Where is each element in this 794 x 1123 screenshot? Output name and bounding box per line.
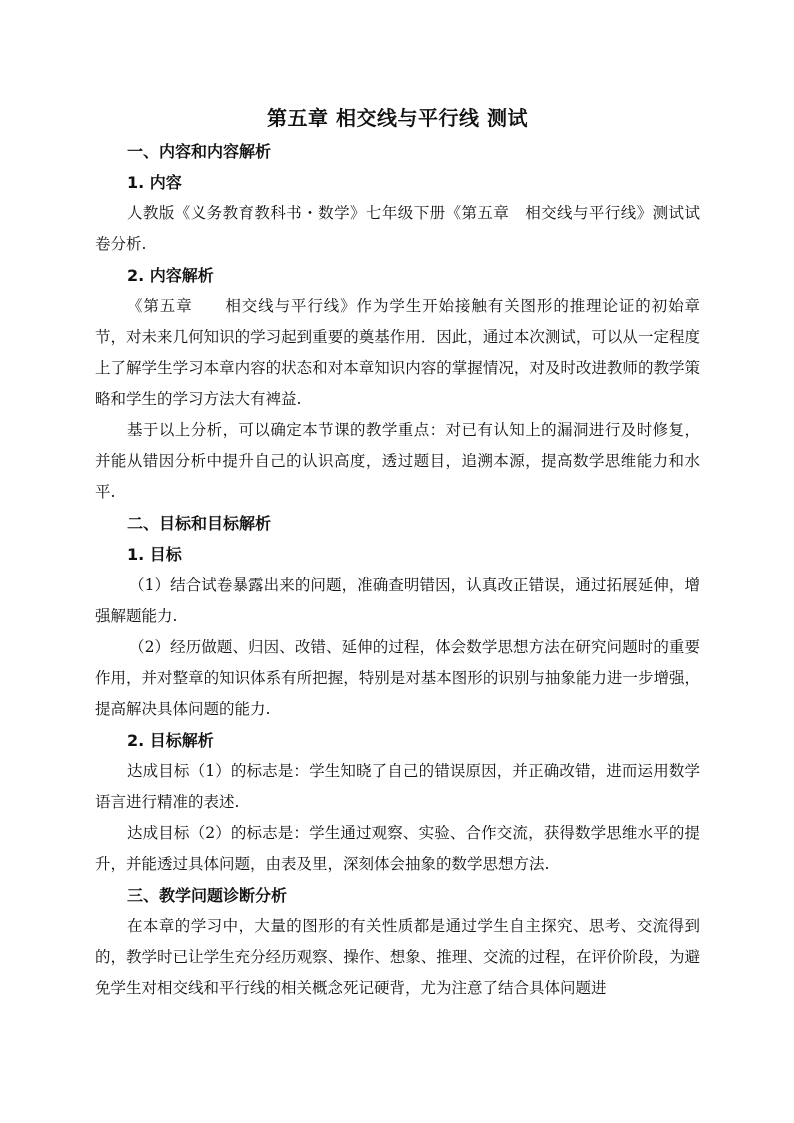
paragraph-goal-analysis-1: 达成目标（1）的标志是：学生知晓了自己的错误原因，并正确改错，进而运用数学语言进行精准的表述. [95, 762, 700, 811]
document-title: 第五章 相交线与平行线 测试 [267, 106, 528, 130]
subheading-content: 1. 内容 [127, 173, 182, 192]
paragraph-diagnosis: 在本章的学习中，大量的图形的有关性质都是通过学生自主探究、思考、交流得到的，教学时已让学生充分经历观察、操作、想象、推理、交流的过程，在评价阶段，为避免学生对相交线和平行线的相关概念死记硬背，尤为注意了结合具体问题进 [95, 917, 700, 997]
subheading-goal-analysis: 2. 目标解析 [127, 731, 214, 750]
paragraph-goal-2: （2）经历做题、归因、改错、延伸的过程，体会数学思想方法在研究问题时的重要作用，并对整章的知识体系有所把握，特别是对基本图形的识别与抽象能力进一步增强，提高解决具体问题的能力. [95, 638, 700, 718]
document-page [95, 96, 700, 1004]
paragraph-content: 人教版《义务教育教科书・数学》七年级下册《第五章 相交线与平行线》测试试卷分析. [95, 204, 700, 253]
paragraph-teaching-focus: 基于以上分析，可以确定本节课的教学重点：对已有认知上的漏洞进行及时修复，并能从错因分析中提升自己的认识高度，透过题目，追溯本源，提高数学思维能力和水平. [95, 421, 700, 501]
section-heading-content: 一、内容和内容解析 [127, 142, 272, 161]
section-heading-diagnosis: 三、教学问题诊断分析 [127, 886, 288, 905]
section-heading-goals: 二、目标和目标解析 [127, 514, 272, 533]
paragraph-goal-analysis-2: 达成目标（2）的标志是：学生通过观察、实验、合作交流，获得数学思维水平的提升，并能透过具体问题，由表及里，深刻体会抽象的数学思想方法. [95, 824, 700, 873]
subheading-goals: 1. 目标 [127, 545, 182, 564]
subheading-content-analysis: 2. 内容解析 [127, 266, 214, 285]
paragraph-goal-1: （1）结合试卷暴露出来的问题，准确查明错因，认真改正错误，通过拓展延伸，增强解题能力. [95, 576, 700, 625]
paragraph-content-analysis: 《第五章 相交线与平行线》作为学生开始接触有关图形的推理论证的初始章节，对未来几何知识的学习起到重要的奠基作用．因此，通过本次测试，可以从一定程度上了解学生学习本章内容的状态和对本章知识内容的掌握情况，对及时改进教师的教学策略和学生的学习方法大有裨益. [95, 297, 700, 408]
